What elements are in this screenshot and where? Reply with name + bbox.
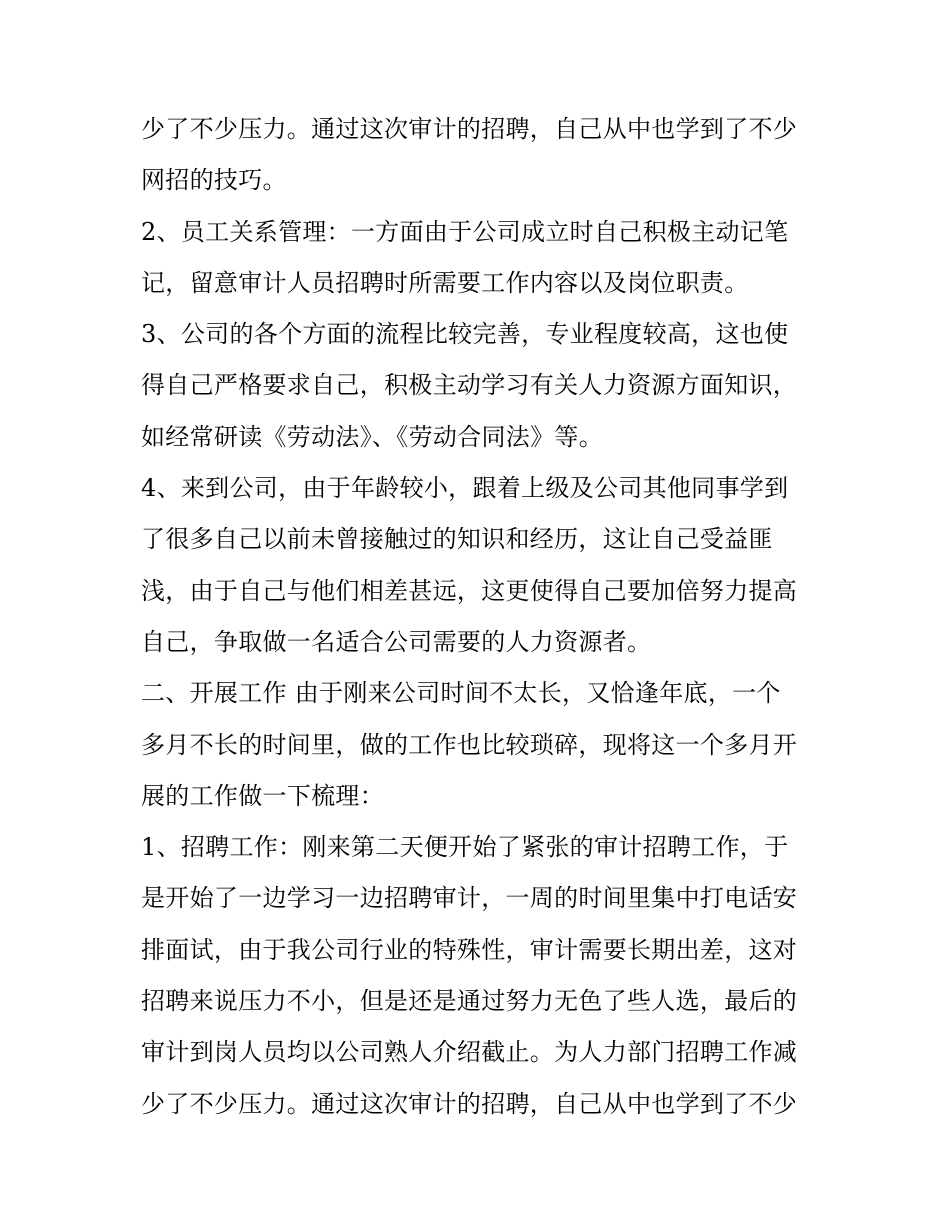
document-body bbox=[141, 108, 821, 1134]
text-line: 自己，争取做一名适合公司需要的人力资源者。 bbox=[141, 627, 652, 656]
text-line: 审计到岗人员均以公司熟人介绍截止。为人力部门招聘工作减 bbox=[141, 1038, 798, 1067]
text-line: 了很多自己以前未曾接触过的知识和经历，这让自己受益匪 bbox=[141, 525, 773, 554]
text-line: 网招的技巧。 bbox=[141, 166, 287, 195]
text-line: 2、员工关系管理：一方面由于公司成立时自己积极主动记笔 bbox=[141, 217, 789, 246]
text-line: 3、公司的各个方面的流程比较完善，专业程度较高，这也使 bbox=[141, 320, 789, 349]
text-line: 得自己严格要求自己，积极主动学习有关人力资源方面知识， bbox=[141, 371, 798, 400]
text-line: 展的工作做一下梳理： bbox=[141, 781, 384, 810]
text-line: 记，留意审计人员招聘时所需要工作内容以及岗位职责。 bbox=[141, 268, 749, 297]
text-line: 4、来到公司，由于年龄较小，跟着上级及公司其他同事学到 bbox=[141, 474, 789, 503]
text-line: 排面试，由于我公司行业的特殊性，审计需要长期出差，这对 bbox=[141, 935, 798, 964]
text-line: 是开始了一边学习一边招聘审计，一周的时间里集中打电话安 bbox=[141, 884, 798, 913]
text-line: 如经常研读《劳动法》、《劳动合同法》等。 bbox=[141, 422, 603, 451]
text-line: 少了不少压力。通过这次审计的招聘，自己从中也学到了不少 bbox=[141, 115, 798, 143]
text-line: 少了不少压力。通过这次审计的招聘，自己从中也学到了不少 bbox=[141, 1089, 798, 1118]
text-line: 招聘来说压力不小，但是还是通过努力无色了些人选，最后的 bbox=[141, 987, 798, 1016]
text-line: 二、开展工作 由于刚来公司时间不太长，又恰逢年底，一个 bbox=[141, 679, 781, 708]
text-line: 浅，由于自己与他们相差甚远，这更使得自己要加倍努力提高 bbox=[141, 576, 798, 605]
text-line: 1、招聘工作：刚来第二天便开始了紧张的审计招聘工作，于 bbox=[141, 833, 789, 862]
text-line: 多月不长的时间里，做的工作也比较琐碎，现将这一个多月开 bbox=[141, 730, 798, 759]
